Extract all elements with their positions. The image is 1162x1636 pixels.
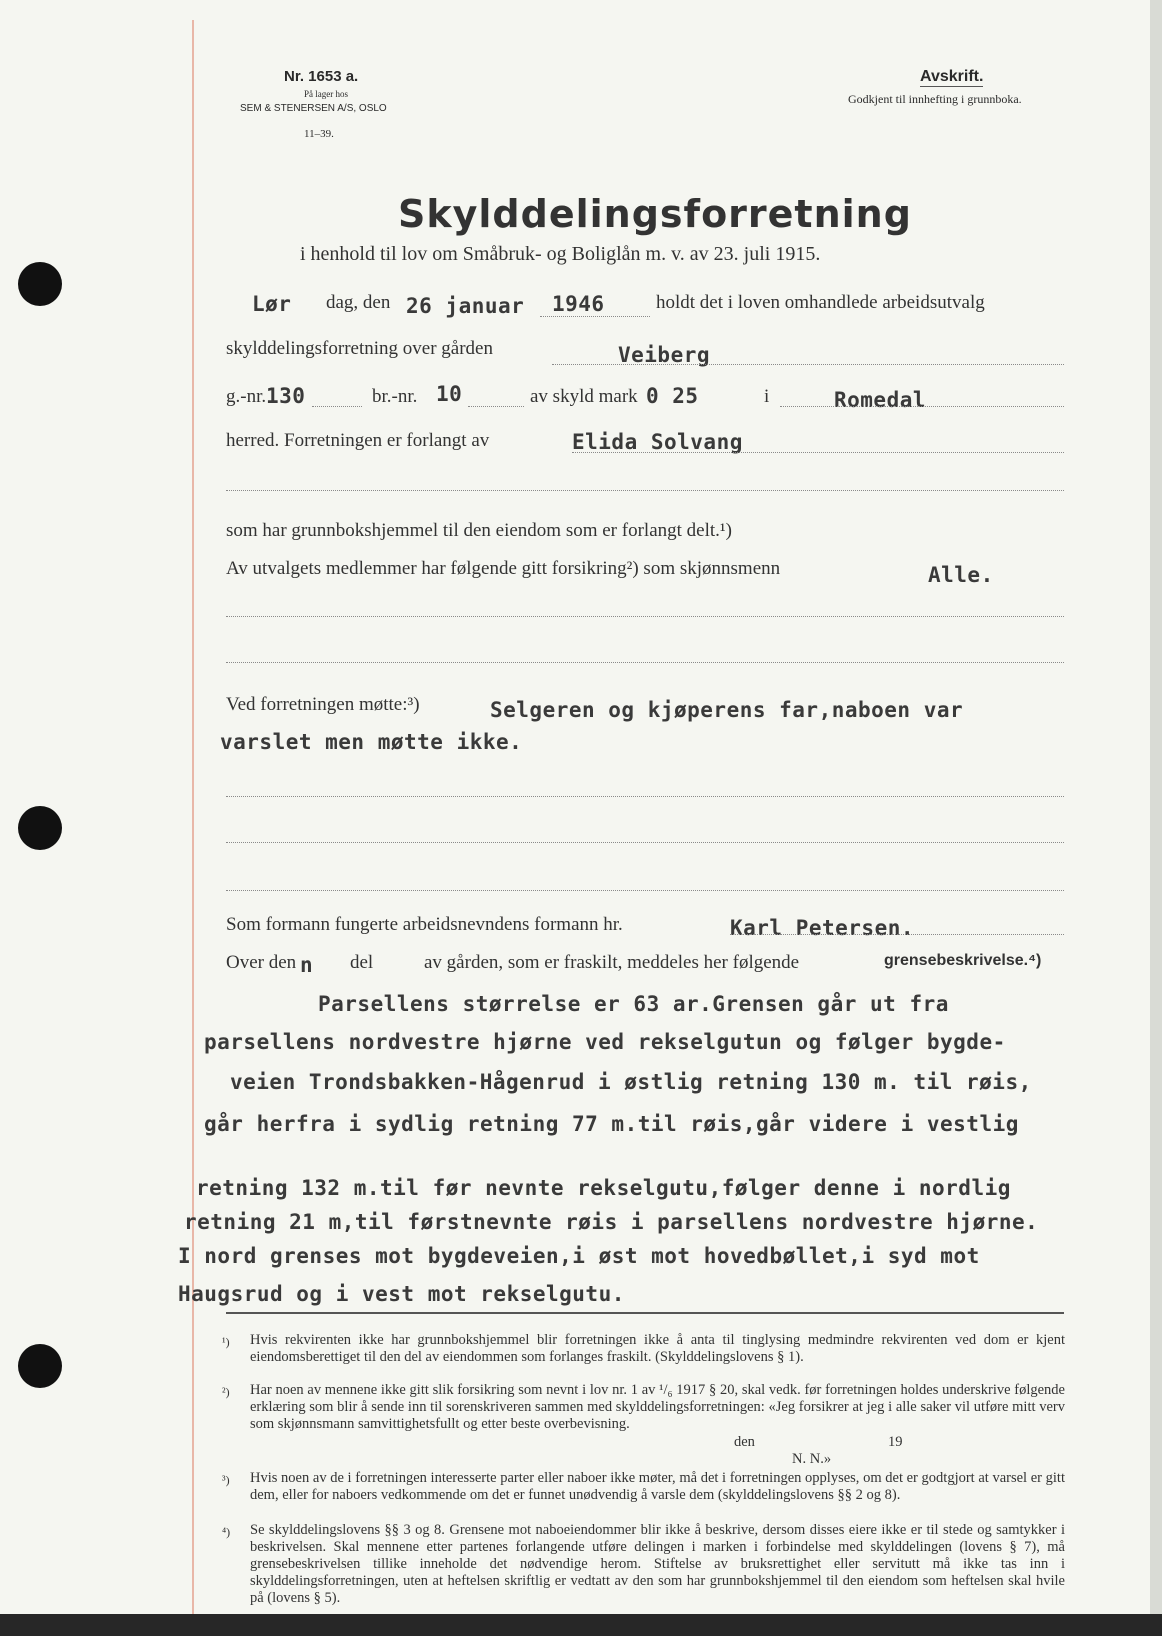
footnote-divider (226, 1312, 1064, 1314)
description-line: Haugsrud og i vest mot rekselgutu. (178, 1282, 625, 1306)
punch-hole-top (18, 262, 62, 306)
bnr-label: br.-nr. (372, 386, 418, 407)
weekday-value: Lør (252, 292, 292, 316)
held-text: holdt det i loven omhandlede arbeidsutvalg (656, 292, 985, 313)
footnote-3-text: Hvis noen av de i forretningen interesserte parter eller naboer ikke møter, må det i forretningen opplyses, om det er godtgjort at varsel er gitt dem, eller for naboers vedkommende om det er funnet unødvendig å varsle dem (skylddelingslovens §§ 2 og 8). (250, 1470, 1065, 1503)
over-den-label: Over den (226, 952, 297, 973)
margin-rule (192, 20, 194, 1620)
year-value: 1946 (552, 292, 605, 316)
formann-text: Som formann fungerte arbeidsnevndens formann hr. (226, 914, 623, 935)
punch-hole-bottom (18, 1344, 62, 1388)
dotted-line (226, 842, 1064, 843)
document-subtitle: i henhold til lov om Småbruk- og Boliglån m. v. av 23. juli 1915. (300, 243, 821, 265)
dag-label: dag, den (326, 292, 391, 313)
del-label: del (350, 952, 374, 973)
footnote-4-number: ⁴) (222, 1525, 231, 1539)
fraskilt-text: av gården, som er fraskilt, meddeles her følgende (424, 952, 800, 973)
mote-line1: Selgeren og kjøperens far,naboen var (490, 698, 964, 722)
dotted-line (226, 890, 1064, 891)
del-letter: n (300, 953, 314, 977)
dotted-line (226, 662, 1064, 663)
mote-line2: varslet men møtte ikke. (220, 730, 523, 754)
requested-by: Elida Solvang (572, 430, 743, 454)
punch-hole-middle (18, 806, 62, 850)
scan-border (0, 1614, 1162, 1636)
description-line: retning 21 m,til førstnevnte røis i parsellens nordvestre hjørne. (184, 1210, 1039, 1234)
dotted-line (552, 364, 1064, 365)
forsikring-text: Av utvalgets medlemmer har følgende gitt forsikring²) som skjønnsmenn (226, 558, 781, 579)
description-line: I nord grenses mot bygdeveien,i øst mot hovedbøllet,i syd mot (178, 1244, 980, 1268)
dotted-line (468, 406, 524, 407)
footnote-1-number: ¹) (222, 1335, 230, 1349)
description-line: veien Trondsbakken-Hågenrud i østlig retning 130 m. til røis, (230, 1070, 1032, 1094)
herred-name: Romedal (834, 388, 927, 412)
footnote-4-text: Se skylddelingslovens §§ 3 og 8. Grensene mot naboeiendommer blir ikke å beskrive, dersom disses eiere ikke er til stede og samtykker i beskrivelsen. Skal mennene etter partenes forlangende utføre delingen i marken i forbindelse med skylddelingen (lovens § 7), må grensebeskrivelsen tillike inneholde det nødvendige herom. Stiftelse av bruksrettighet eller servitutt må ikke tas inn i skylddelingsforretningen, uten at heftelsen skriftlig er vedtatt av den som har grunnbokshjemmel til den eiendom som heftelsen skal hvile på (lovens § 5). (250, 1522, 1065, 1606)
skyld-label: av skyld mark (530, 386, 638, 407)
footnote-2-text: Har noen av mennene ikke gitt slik forsikring som nevnt i lov nr. 1 av ¹/₆ 1917 § 20, skal vedk. før forretningen holdes underskrive følgende erklæring som blir å sende inn til sorenskriveren sammen med skylddelingsforretningen: «Jeg forsikrer at jeg i alle saker vil utføre mitt verv som skjønnsmann samvittighetsfullt og etter beste overbevisning. (250, 1382, 1065, 1432)
copy-label: Avskrift. (920, 68, 984, 85)
farm-value: Veiberg (618, 343, 711, 367)
date-value: 26 januar (406, 294, 525, 318)
bnr-value: 10 (436, 382, 463, 406)
footnote-2-signature: N. N.» (792, 1451, 832, 1467)
edition: 11–39. (304, 128, 334, 140)
document-title: Skylddelingsforretning (398, 192, 912, 236)
dotted-line (226, 490, 1064, 491)
formann-name: Karl Petersen. (730, 916, 915, 940)
skyld-value: 0 25 (646, 384, 699, 408)
footnote-3-number: ³) (222, 1473, 230, 1487)
gnr-label: g.-nr. (226, 386, 267, 407)
dotted-line (730, 934, 1064, 935)
footnote-2-number: ²) (222, 1385, 230, 1399)
mote-label: Ved forretningen møtte:³) (226, 694, 420, 715)
dotted-line (226, 616, 1064, 617)
herred-text: herred. Forretningen er forlangt av (226, 430, 490, 451)
hjemmel-text: som har grunnbokshjemmel til den eiendom som er forlangt delt.¹) (226, 520, 732, 541)
dotted-line (780, 406, 1064, 407)
over-text: skylddelingsforretning over gården (226, 338, 493, 359)
grense-label: grensebeskrivelse.⁴) (884, 952, 1042, 969)
description-line: går herfra i sydlig retning 77 m.til røis,går videre i vestlig (204, 1112, 1019, 1136)
approval-note: Godkjent til innhefting i grunnboka. (848, 92, 1022, 106)
form-number: Nr. 1653 a. (284, 68, 359, 85)
gnr-value: 130 (266, 384, 306, 408)
forsikring-value: Alle. (928, 563, 994, 587)
description-line: parsellens nordvestre hjørne ved rekselgutun og følger bygde- (204, 1030, 1006, 1054)
dotted-line (572, 452, 1064, 453)
footnote-1-text: Hvis rekvirenten ikke har grunnbokshjemmel blir forretningen ikke å anta til tinglysing medmindre rekvirenten ved dom er kjent eiendomsberettiget til den del av eiendommen som forlanges fraskilt. (Skylddelingslovens § 1). (250, 1332, 1065, 1365)
dotted-line (226, 796, 1064, 797)
description-line: retning 132 m.til før nevnte rekselgutu,følger denne i nordlig (196, 1176, 1011, 1200)
publisher-line1: På lager hos (304, 89, 348, 99)
i-label: i (764, 386, 770, 407)
publisher-line2: SEM & STENERSEN A/S, OSLO (240, 103, 387, 114)
footnote-2-den: den (734, 1434, 755, 1450)
dotted-line (312, 406, 362, 407)
page-edge (1150, 0, 1162, 1636)
footnote-2-year: 19 (888, 1434, 903, 1450)
description-line: Parsellens størrelse er 63 ar.Grensen går ut fra (318, 992, 949, 1016)
dotted-line (540, 316, 650, 317)
